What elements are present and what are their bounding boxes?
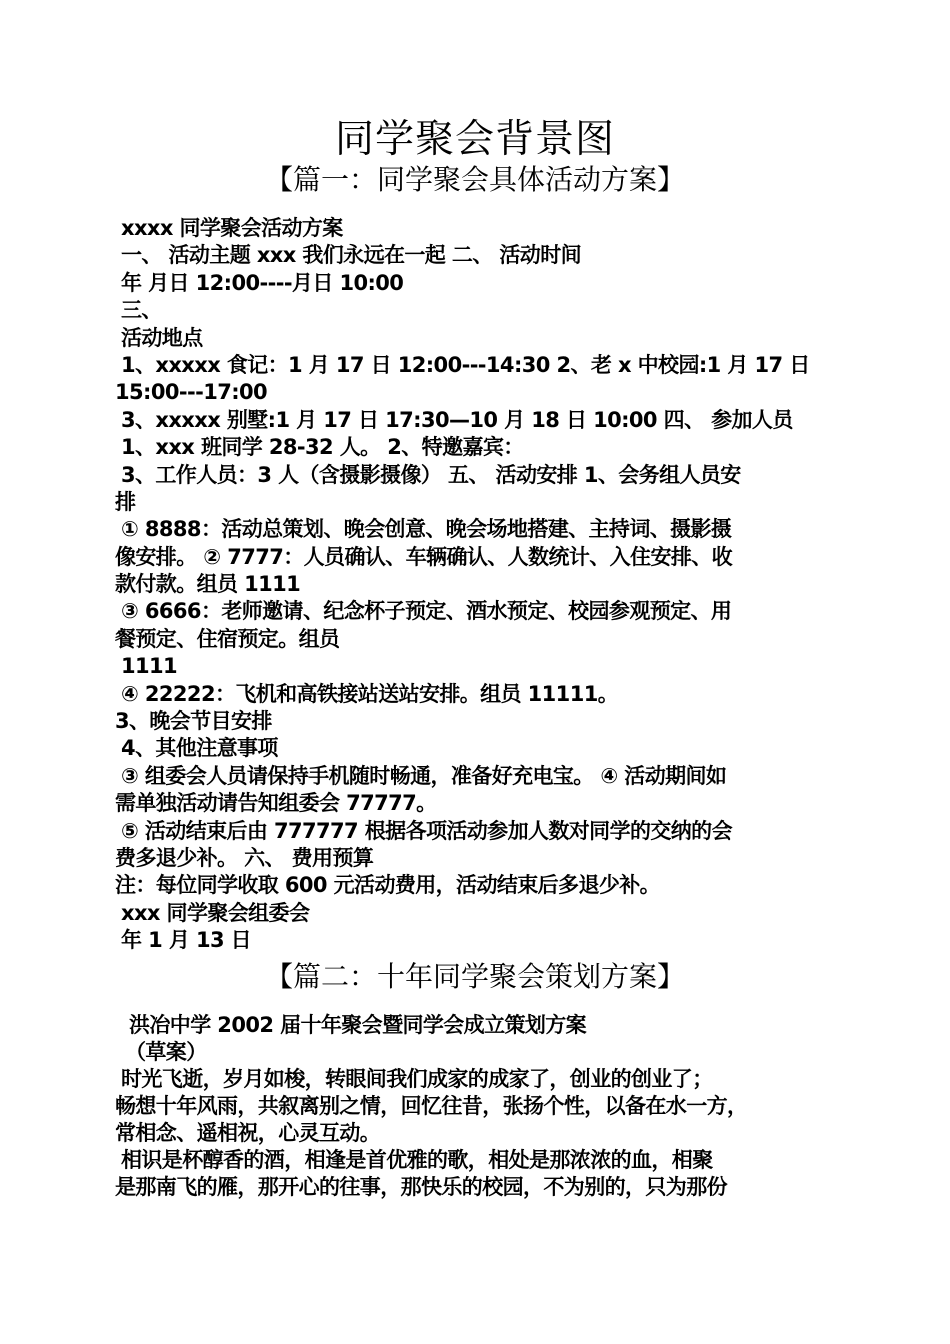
text-line: 费多退少补。 六、 费用预算 xyxy=(115,845,374,870)
text-line: 一、 活动主题 xxx 我们永远在一起 二、 活动时间 xyxy=(121,243,581,268)
text-line: 注：每位同学收取 600 元活动费用，活动结束后多退少补。 xyxy=(115,873,661,898)
text-line: 1111 xyxy=(121,654,178,679)
text-line: 三、 xyxy=(121,298,162,323)
text-line: 时光飞逝，岁月如梭，转眼间我们成家的成家了，创业的创业了； xyxy=(121,1067,713,1091)
text-line: 排 xyxy=(115,489,136,514)
text-line: ③ 6666：老师邀请、纪念杯子预定、酒水预定、校园参观预定、用 xyxy=(121,599,732,624)
text-line: 是那南飞的雁，那开心的往事，那快乐的校园，不为别的，只为那份 xyxy=(115,1175,727,1199)
part2-body xyxy=(115,1012,845,1201)
text-line: 3、xxxxx 别墅:1 月 17 日 17:30—10 月 18 日 10:00 四、 参加人员 xyxy=(121,407,793,432)
document-title: 同学聚会背景图 xyxy=(334,117,615,162)
part1-body xyxy=(115,215,845,955)
text-line: 年 月日 12:00----月日 10:00 xyxy=(121,270,404,295)
text-line: 15:00---17:00 xyxy=(115,380,268,405)
text-line: 餐预定、住宿预定。组员 xyxy=(115,626,340,651)
text-line: 相识是杯醇香的酒，相逢是首优雅的歌，相处是那浓浓的血，相聚 xyxy=(121,1148,713,1172)
text-line: 畅想十年风雨，共叙离别之情，回忆往昔，张扬个性，以备在水一方， xyxy=(115,1094,748,1118)
text-line: 需单独活动请告知组委会 77777。 xyxy=(115,791,437,816)
text-line: 款付款。组员 1111 xyxy=(115,572,301,597)
text-line: 1、xxxxx 食记：1 月 17 日 12:00---14:30 2、老 x 中校园:1 月 17 日 xyxy=(121,352,810,377)
text-line: 洪冶中学 2002 届十年聚会暨同学会成立策划方案 xyxy=(129,1013,587,1037)
text-line: 3、晚会节目安排 xyxy=(115,709,272,734)
text-line: xxxx 同学聚会活动方案 xyxy=(121,216,343,240)
text-line: 年 1 月 13 日 xyxy=(121,928,252,953)
text-line: ⑤ 活动结束后由 777777 根据各项活动参加人数对同学的交纳的会 xyxy=(121,818,732,843)
text-line: xxx 同学聚会组委会 xyxy=(121,900,310,925)
text-line: 4、其他注意事项 xyxy=(121,736,278,761)
section-heading-part2: 【篇二：十年同学聚会策划方案】 xyxy=(264,960,685,993)
text-line: 常相念、遥相祝，心灵互动。 xyxy=(115,1121,381,1145)
text-line: 1、xxx 班同学 28-32 人。 2、特邀嘉宾： xyxy=(121,435,524,460)
text-line: ③ 组委会人员请保持手机随时畅通，准备好充电宝。 ④ 活动期间如 xyxy=(121,763,727,788)
text-line: ① 8888：活动总策划、晚会创意、晚会场地搭建、主持词、摄影摄 xyxy=(121,517,732,542)
text-line: （草案） xyxy=(125,1040,207,1064)
text-line: 像安排。 ② 7777：人员确认、车辆确认、人数统计、入住安排、收 xyxy=(115,544,733,569)
section-heading-part1: 【篇一：同学聚会具体活动方案】 xyxy=(264,163,685,196)
text-line: 活动地点 xyxy=(121,325,203,350)
text-line: 3、工作人员：3 人（含摄影摄像） 五、 活动安排 1、会务组人员安 xyxy=(121,462,741,487)
text-line: ④ 22222：飞机和高铁接站送站安排。组员 11111。 xyxy=(121,681,619,706)
